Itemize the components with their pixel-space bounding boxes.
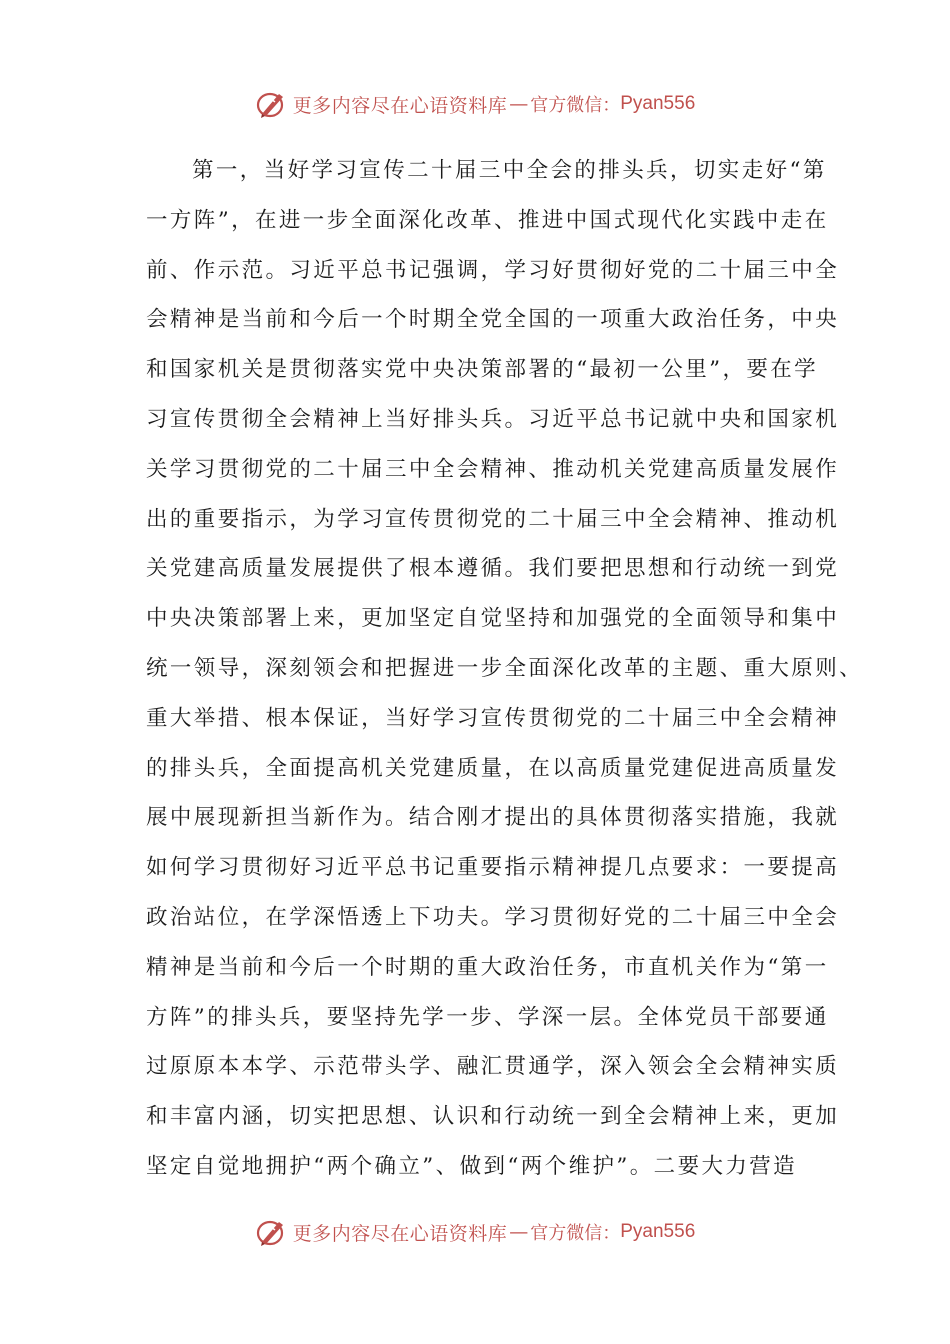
- header-banner: [0, 82, 950, 126]
- body-line: 前、作示范。习近平总书记强调，学习好贯彻好党的二十届三中全: [146, 257, 840, 283]
- pen-logo-icon: [255, 88, 287, 120]
- pen-logo-icon: [255, 1216, 287, 1248]
- body-line: 中央决策部署上来，更加坚定自觉坚持和加强党的全面领导和集中: [146, 606, 840, 632]
- body-line: 第一，当好学习宣传二十届三中全会的排头兵，切实走好“第: [192, 158, 827, 183]
- body-line: 统一领导，深刻领会和把握进一步全面深化改革的主题、重大原则、: [146, 655, 864, 681]
- body-line: 的排头兵，全面提高机关党建质量，在以高质量党建促进高质量发: [146, 755, 840, 781]
- body-line: 和丰富内涵，切实把思想、认识和行动统一到全会精神上来，更加: [146, 1104, 840, 1130]
- body-line: 过原原本本学、示范带头学、融汇贯通学，深入领会全会精神实质: [146, 1054, 840, 1080]
- body-line: 一方阵”，在进一步全面深化改革、推进中国式现代化实践中走在: [146, 207, 829, 233]
- body-line: 展中展现新担当新作为。结合刚才提出的具体贯彻落实措施，我就: [146, 805, 840, 831]
- body-line: 坚定自觉地拥护“两个确立”、做到“两个维护”。二要大力营造: [146, 1153, 798, 1179]
- banner-wechat-id: Pyan556: [620, 93, 696, 114]
- body-line: 关党建高质量发展提供了根本遵循。我们要把思想和行动统一到党: [146, 556, 840, 582]
- body-paragraph: [146, 146, 864, 1192]
- body-line: 会精神是当前和今后一个时期全党全国的一项重大政治任务，中央: [146, 307, 840, 333]
- banner-text: 更多内容尽在心语资料库: [292, 94, 508, 117]
- banner-text: 更多内容尽在心语资料库: [292, 1222, 508, 1245]
- body-line: 重大举措、根本保证，当好学习宣传贯彻党的二十届三中全会精神: [146, 705, 840, 731]
- banner-wechat-label: 官方微信：: [530, 1223, 621, 1244]
- banner-separator: —: [509, 1221, 529, 1243]
- banner-wechat-id: Pyan556: [620, 1221, 696, 1242]
- body-line: 出的重要指示，为学习宣传贯彻党的二十届三中全会精神、推动机: [146, 506, 840, 532]
- body-line: 精神是当前和今后一个时期的重大政治任务，市直机关作为“第一: [146, 954, 829, 980]
- banner-separator: —: [509, 93, 529, 115]
- body-line: 关学习贯彻党的二十届三中全会精神、推动机关党建高质量发展作: [146, 456, 840, 482]
- footer-banner: [0, 1210, 950, 1254]
- body-line: 政治站位，在学深悟透上下功夫。学习贯彻好党的二十届三中全会: [146, 904, 840, 930]
- body-line: 习宣传贯彻全会精神上当好排头兵。习近平总书记就中央和国家机: [146, 406, 840, 432]
- body-line: 如何学习贯彻好习近平总书记重要指示精神提几点要求：一要提高: [146, 855, 840, 881]
- banner-wechat-label: 官方微信：: [530, 95, 621, 116]
- body-line: 方阵”的排头兵，要坚持先学一步、学深一层。全体党员干部要通: [146, 1004, 829, 1030]
- body-line: 和国家机关是贯彻落实党中央决策部署的“最初一公里”，要在学: [146, 357, 819, 383]
